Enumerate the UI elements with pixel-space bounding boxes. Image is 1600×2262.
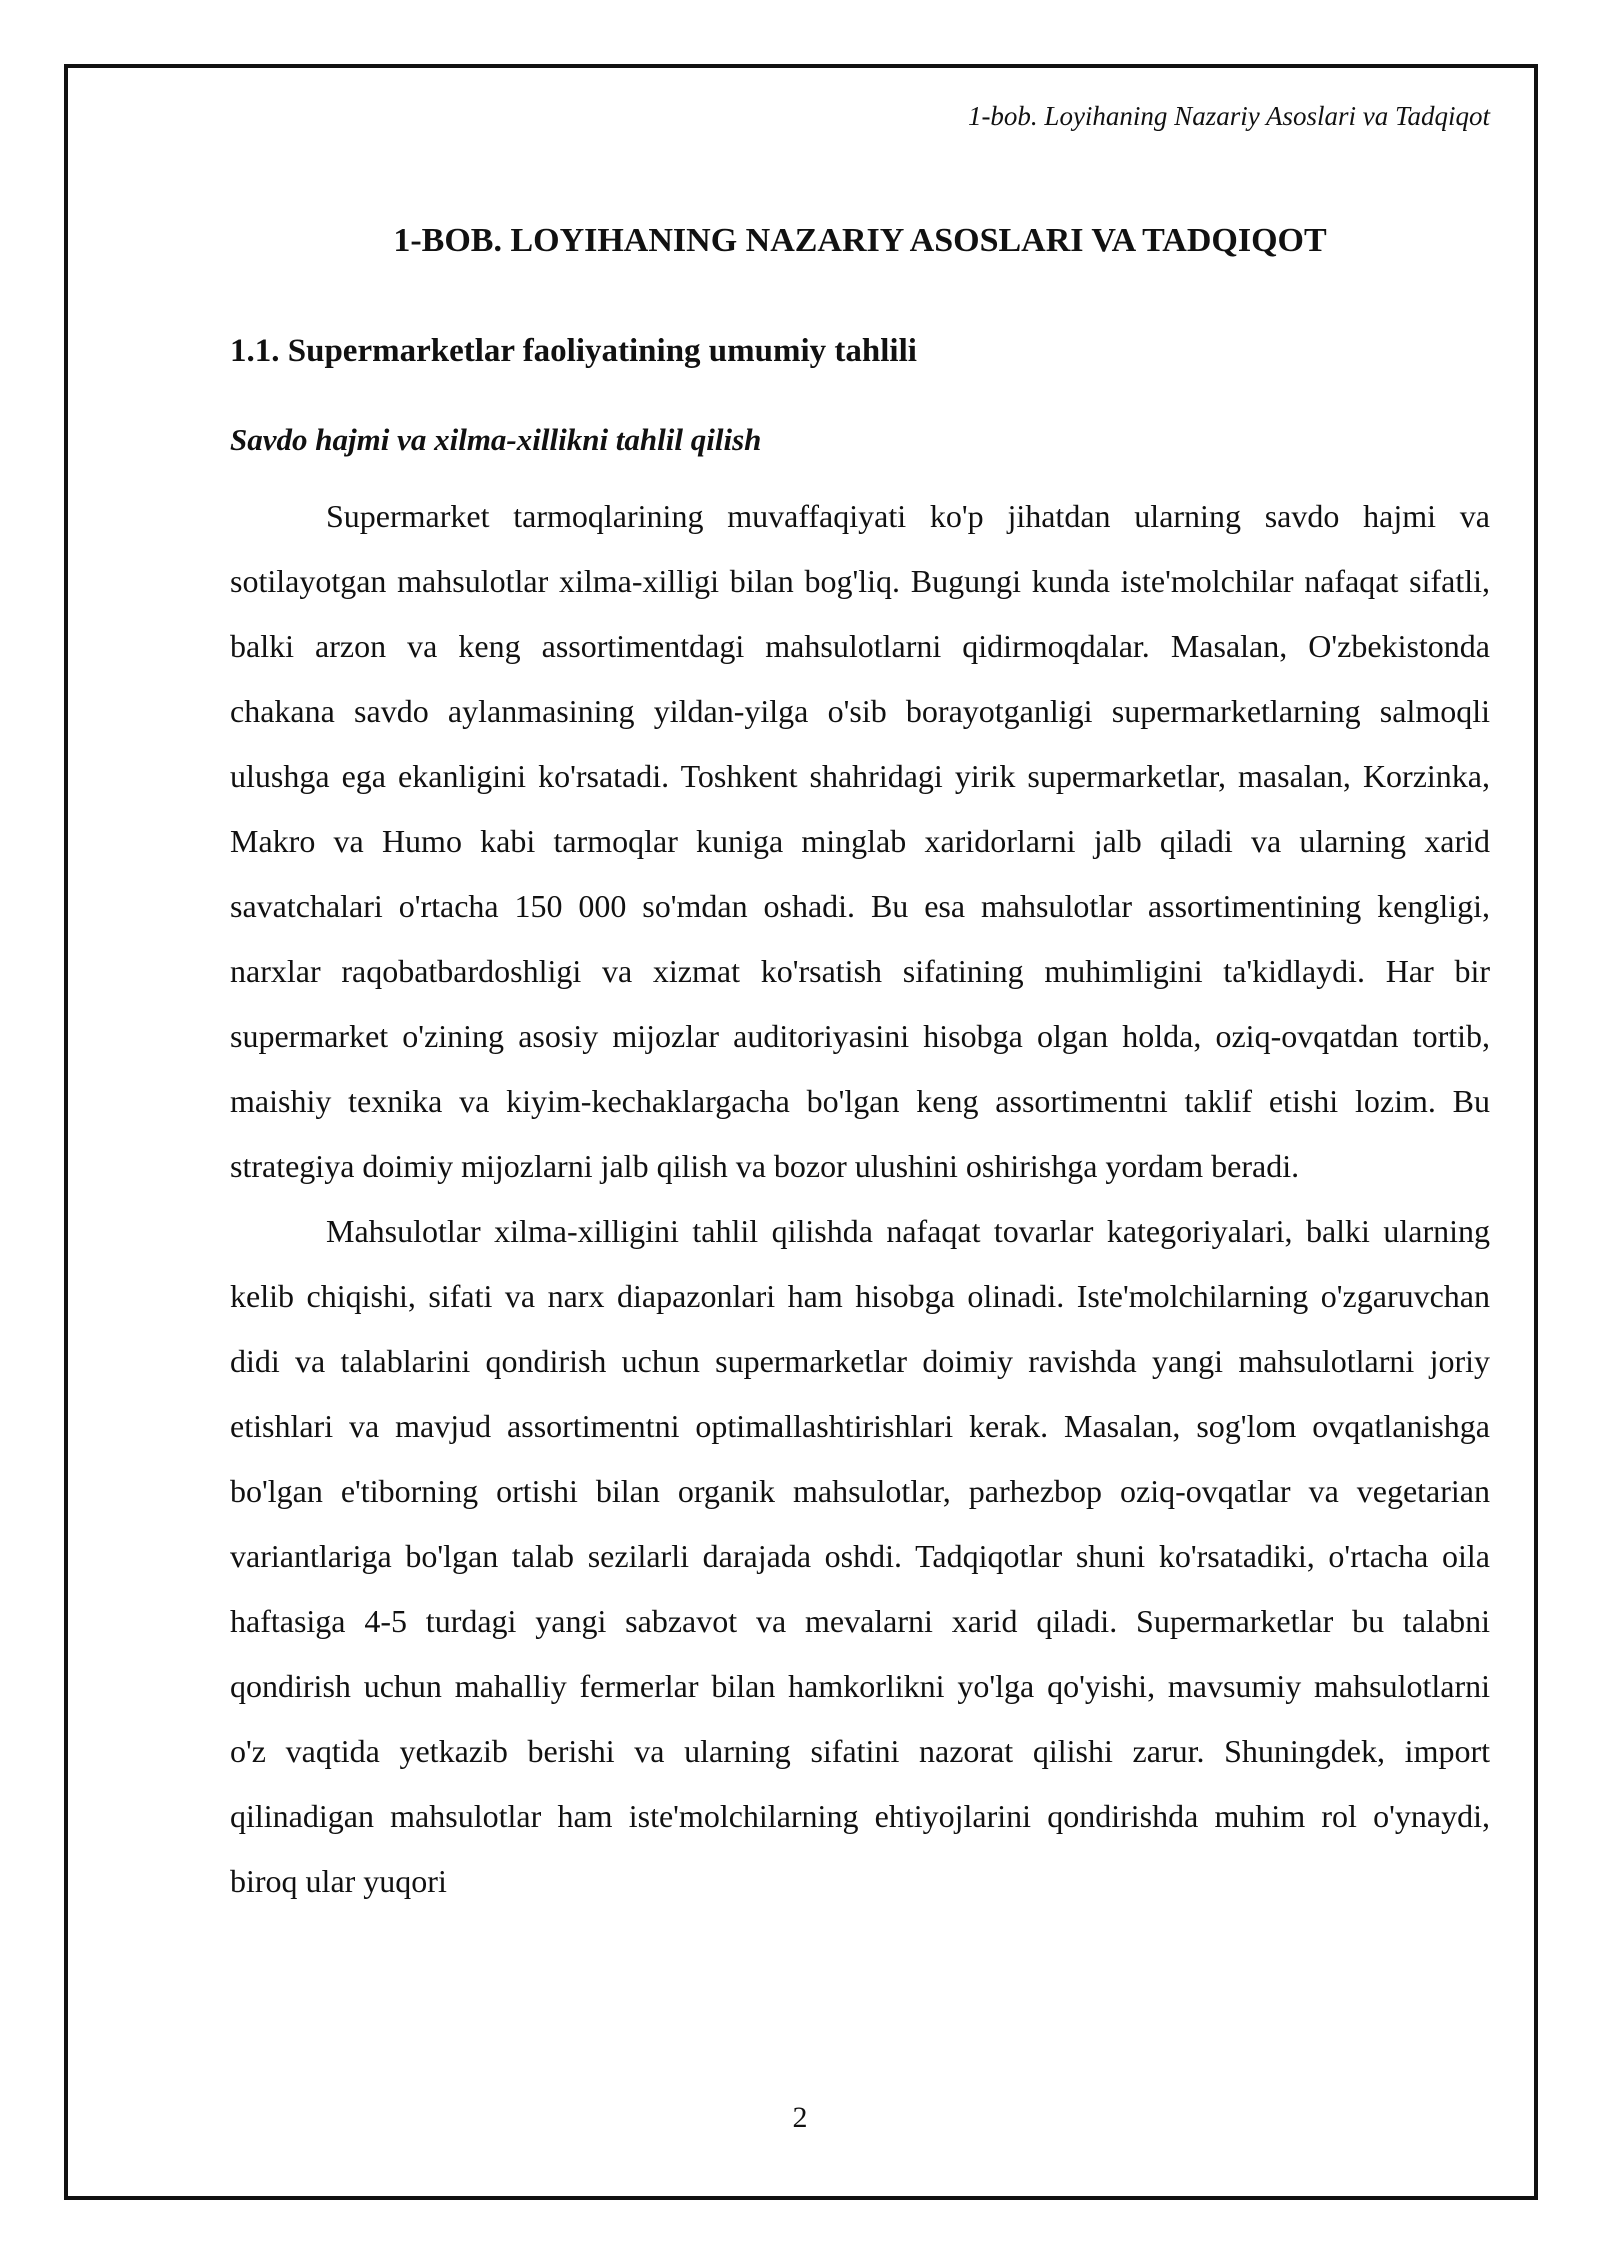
running-header: 1-bob. Loyihaning Nazariy Asoslari va Tadqiqot [967, 101, 1490, 131]
subsection-title: Savdo hajmi va xilma-xillikni tahlil qilish [230, 422, 762, 457]
paragraph: Mahsulotlar xilma-xilligini tahlil qilishda nafaqat tovarlar kategoriyalari, balki ularning kelib chiqishi, sifati va narx diapazonlari ham hisobga olinadi. Iste'molchilarning o'zgaruvchan didi va talablarini qondirish uchun supermarketlar doimiy ravishda yangi mahsulotlarni joriy etishlari va mavjud assortimentni optimallashtirishlari kerak. Masalan, sog'lom ovqatlanishga bo'lgan e'tiborning ortishi bilan organik mahsulotlar, parhezbop oziq-ovqatlar va vegetarian variantlariga bo'lgan talab sezilarli darajada oshdi. Tadqiqotlar shuni ko'rsatadiki, o'rtacha oila haftasiga 4-5 turdagi yangi sabzavot va mevalarni xarid qiladi. Supermarketlar bu talabni qondirish uchun mahalliy fermerlar bilan hamkorlikni yo'lga qo'yishi, mavsumiy mahsulotlarni o'z vaqtida yetkazib berishi va ularning sifatini nazorat qilishi zarur. Shuningdek, import qilinadigan mahsulotlar ham iste'molchilarning ehtiyojlarini qondirishda muhim rol o'ynaydi, biroq ular yuqori [230, 1213, 1490, 1899]
body-text [230, 484, 1490, 1914]
page-number: 2 [792, 2101, 808, 2134]
chapter-title: 1-BOB. LOYIHANING NAZARIY ASOSLARI VA TADQIQOT [393, 222, 1327, 259]
section-title: 1.1. Supermarketlar faoliyatining umumiy tahlili [230, 333, 917, 369]
paragraph: Supermarket tarmoqlarining muvaffaqiyati ko'p jihatdan ularning savdo hajmi va sotilayotgan mahsulotlar xilma-xilligi bilan bog'liq. Bugungi kunda iste'molchilar nafaqat sifatli, balki arzon va keng assortimentdagi mahsulotlarni qidirmoqdalar. Masalan, O'zbekistonda chakana savdo aylanmasining yildan-yilga o'sib borayotganligi supermarketlarning salmoqli ulushga ega ekanligini ko'rsatadi. Toshkent shahridagi yirik supermarketlar, masalan, Korzinka, Makro va Humo kabi tarmoqlar kuniga minglab xaridorlarni jalb qiladi va ularning xarid savatchalari o'rtacha 150 000 so'mdan oshadi. Bu esa mahsulotlar assortimentining kengligi, narxlar raqobatbardoshligi va xizmat ko'rsatish sifatining muhimligini ta'kidlaydi. Har bir supermarket o'zining asosiy mijozlar auditoriyasini hisobga olgan holda, oziq-ovqatdan tortib, maishiy texnika va kiyim-kechaklargacha bo'lgan keng assortimentni taklif etishi lozim. Bu strategiya doimiy mijozlarni jalb qilish va bozor ulushini oshirishga yordam beradi. [230, 498, 1490, 1184]
